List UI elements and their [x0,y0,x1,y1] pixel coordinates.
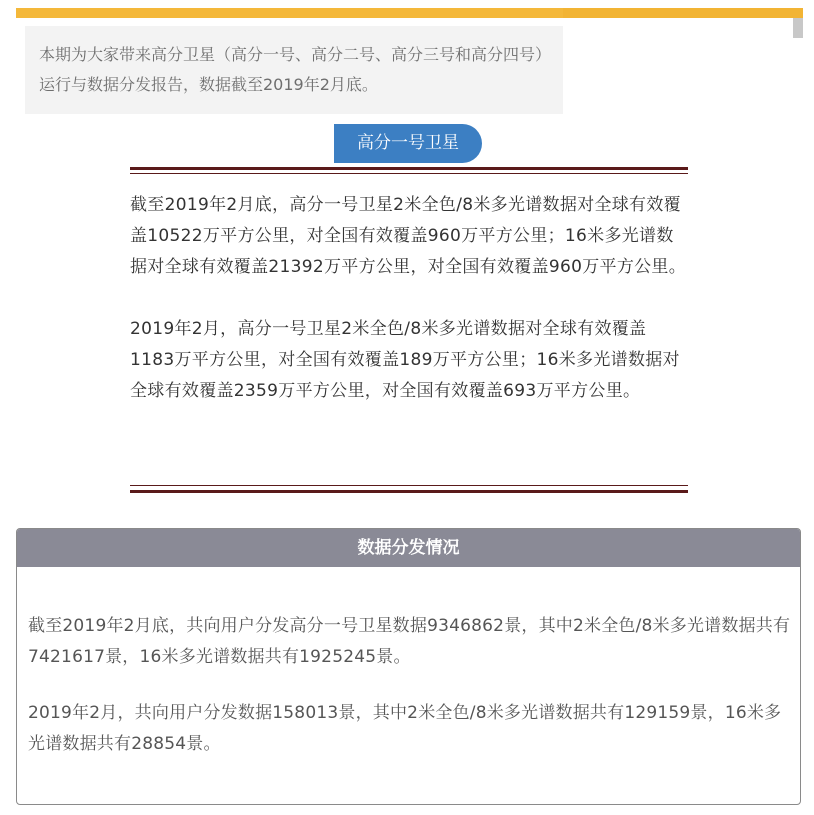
intro-text: 本期为大家带来高分卫星（高分一号、高分二号、高分三号和高分四号）运行与数据分发报告，数据截至2019年2月底。 [39,45,544,94]
divider-top-thin [130,173,688,174]
divider-bottom-thick [130,490,688,493]
paragraph: 截至2019年2月底，共向用户分发高分一号卫星数据9346862景，其中2米全色/8米多光谱数据共有7421617景，16米多光谱数据共有1925245景。 [28,616,791,667]
section-title-gf1: 高分一号卫星 [334,124,482,163]
intro-box [25,26,563,114]
top-accent-bar [16,8,803,18]
paragraph: 截至2019年2月底，高分一号卫星2米全色/8米多光谱数据对全球有效覆盖10522万平方公里，对全国有效覆盖960万平方公里；16米多光谱数据对全球有效覆盖21392万平方公里，对全国有效覆盖960万平方公里。 [130,195,687,277]
divider-top-thick [130,167,688,170]
paragraph: 2019年2月，共向用户分发数据158013景，其中2米全色/8米多光谱数据共有129159景，16米多光谱数据共有28854景。 [28,703,782,754]
distribution-panel [16,528,801,805]
section-gf1-content [130,190,690,438]
distribution-panel-title: 数据分发情况 [17,529,800,567]
divider-bottom-thin [130,485,688,486]
scrollbar-thumb[interactable] [793,18,803,38]
distribution-panel-body [28,611,796,785]
paragraph: 2019年2月，高分一号卫星2米全色/8米多光谱数据对全球有效覆盖1183万平方公里，对全国有效覆盖189万平方公里；16米多光谱数据对全球有效覆盖2359万平方公里，对全国有效覆盖693万平方公里。 [130,319,680,401]
